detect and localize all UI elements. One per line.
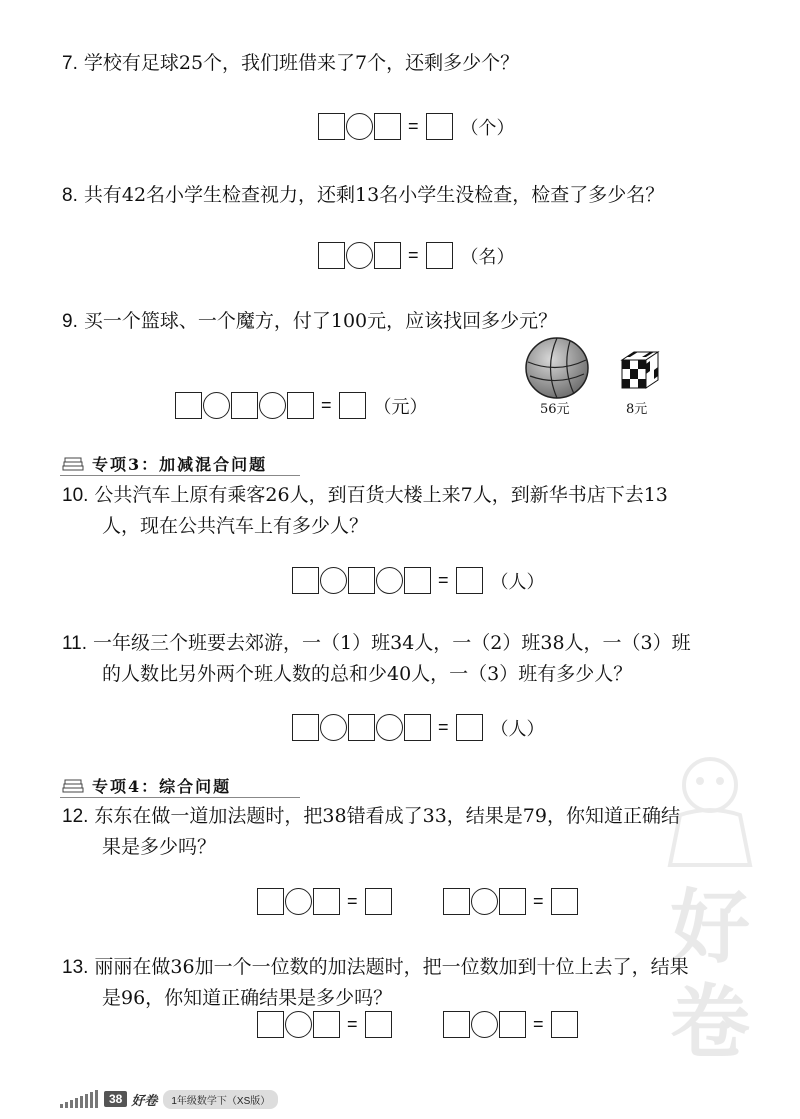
problem-text-line: 丽丽在做36加一个一位数的加法题时，把一位数加到十位上去了，结果 (94, 956, 689, 978)
problem-text-line: 公共汽车上原有乘客26人，到百货大楼上来7人，到新华书店下去13 (94, 484, 668, 506)
equals-sign: = (408, 245, 419, 265)
answer-box[interactable] (404, 567, 431, 594)
section-header-4 (62, 774, 231, 797)
problem-13 (62, 952, 689, 1013)
equals-sign: = (533, 1014, 544, 1034)
answer-box[interactable] (499, 888, 526, 915)
problem-text-line: 的人数比另外两个班人数的总和少40人，一（3）班有多少人？ (102, 663, 633, 685)
operator-circle[interactable] (285, 1011, 312, 1038)
section-title: 专项4：综合问题 (92, 777, 232, 796)
answer-equation-12b (443, 888, 578, 915)
problem-text-line: 果是多少吗？ (102, 836, 217, 858)
answer-box[interactable] (318, 242, 345, 269)
problem-12 (62, 801, 680, 862)
section-divider (60, 797, 300, 798)
operator-circle[interactable] (346, 113, 373, 140)
problem-number: 12. (62, 806, 89, 827)
problem-text-line: 一年级三个班要去郊游，一（1）班34人，一（2）班38人，一（3）班 (93, 632, 691, 654)
answer-equation-8 (318, 242, 515, 269)
answer-box[interactable] (292, 714, 319, 741)
operator-circle[interactable] (320, 714, 347, 741)
answer-box[interactable] (287, 392, 314, 419)
answer-equation-7 (318, 113, 515, 140)
equals-sign: = (347, 1014, 358, 1034)
problem-text: 学校有足球25个，我们班借来了7个，还剩多少个？ (83, 52, 520, 74)
page-footer (60, 1088, 278, 1110)
operator-circle[interactable] (376, 567, 403, 594)
equals-sign: = (347, 891, 358, 911)
answer-box[interactable] (257, 888, 284, 915)
result-box[interactable] (456, 567, 483, 594)
problem-9 (62, 306, 557, 337)
watermark-text-2: 卷 (670, 976, 750, 1069)
section-header-3 (62, 452, 267, 475)
answer-box[interactable] (292, 567, 319, 594)
book-title: 1年级数学下（XS版） (163, 1090, 278, 1109)
unit-label: （元） (373, 396, 428, 418)
answer-equation-13a (257, 1011, 392, 1038)
answer-box[interactable] (348, 567, 375, 594)
answer-box[interactable] (257, 1011, 284, 1038)
section-divider (60, 475, 300, 476)
problem-7 (62, 48, 519, 79)
basketball-icon (524, 336, 590, 400)
answer-equation-12a (257, 888, 392, 915)
unit-label: （人） (490, 571, 545, 593)
operator-circle[interactable] (320, 567, 347, 594)
equals-sign: = (321, 395, 332, 415)
problem-number: 13. (62, 957, 89, 978)
basketball-price: 56元 (540, 402, 570, 417)
footer-bars-decoration (60, 1090, 100, 1108)
answer-box[interactable] (318, 113, 345, 140)
problem-text: 买一个篮球、一个魔方，付了100元，应该找回多少元？ (83, 310, 558, 332)
answer-box[interactable] (404, 714, 431, 741)
result-box[interactable] (365, 888, 392, 915)
operator-circle[interactable] (203, 392, 230, 419)
problem-text: 共有42名小学生检查视力，还剩13名小学生没检查，检查了多少名？ (83, 184, 665, 206)
result-box[interactable] (426, 113, 453, 140)
problem-number: 8. (62, 185, 78, 206)
watermark-logo (650, 755, 770, 1075)
problem-text-line: 是96，你知道正确结果是多少吗？ (102, 987, 393, 1009)
problem-8 (62, 180, 664, 211)
answer-box[interactable] (313, 888, 340, 915)
section-title: 专项3：加减混合问题 (92, 455, 268, 474)
result-box[interactable] (456, 714, 483, 741)
answer-box[interactable] (443, 1011, 470, 1038)
unit-label: （个） (460, 117, 515, 139)
answer-box[interactable] (175, 392, 202, 419)
problem-text-line: 人，现在公共汽车上有多少人？ (102, 515, 369, 537)
operator-circle[interactable] (285, 888, 312, 915)
operator-circle[interactable] (471, 888, 498, 915)
operator-circle[interactable] (376, 714, 403, 741)
answer-box[interactable] (499, 1011, 526, 1038)
equals-sign: = (438, 717, 449, 737)
unit-label: （名） (460, 246, 515, 268)
answer-box[interactable] (374, 113, 401, 140)
answer-box[interactable] (443, 888, 470, 915)
problem-10 (62, 480, 668, 541)
rubiks-cube-price: 8元 (626, 402, 648, 417)
answer-box[interactable] (231, 392, 258, 419)
result-box[interactable] (426, 242, 453, 269)
books-icon (62, 778, 86, 794)
answer-equation-13b (443, 1011, 578, 1038)
problem-text-line: 东东在做一道加法题时，把38错看成了33，结果是79，你知道正确结 (94, 805, 680, 827)
rubiks-cube-icon (618, 350, 664, 392)
result-box[interactable] (551, 1011, 578, 1038)
operator-circle[interactable] (259, 392, 286, 419)
answer-box[interactable] (374, 242, 401, 269)
brand-logo: 好卷 (131, 1093, 158, 1109)
problem-number: 7. (62, 53, 78, 74)
equals-sign: = (438, 570, 449, 590)
answer-box[interactable] (348, 714, 375, 741)
watermark-text-1: 好 (670, 881, 750, 974)
answer-equation-10 (292, 567, 545, 594)
books-icon (62, 456, 86, 472)
result-box[interactable] (365, 1011, 392, 1038)
equals-sign: = (408, 116, 419, 136)
problem-11 (62, 628, 691, 689)
problem-number: 10. (62, 485, 89, 506)
problem-number: 9. (62, 311, 78, 332)
answer-equation-9 (175, 392, 428, 419)
result-box[interactable] (339, 392, 366, 419)
problem-number: 11. (62, 633, 88, 654)
page-number: 38 (104, 1091, 127, 1107)
unit-label: （人） (490, 718, 545, 740)
operator-circle[interactable] (346, 242, 373, 269)
operator-circle[interactable] (471, 1011, 498, 1038)
answer-equation-11 (292, 714, 545, 741)
result-box[interactable] (551, 888, 578, 915)
equals-sign: = (533, 891, 544, 911)
answer-box[interactable] (313, 1011, 340, 1038)
